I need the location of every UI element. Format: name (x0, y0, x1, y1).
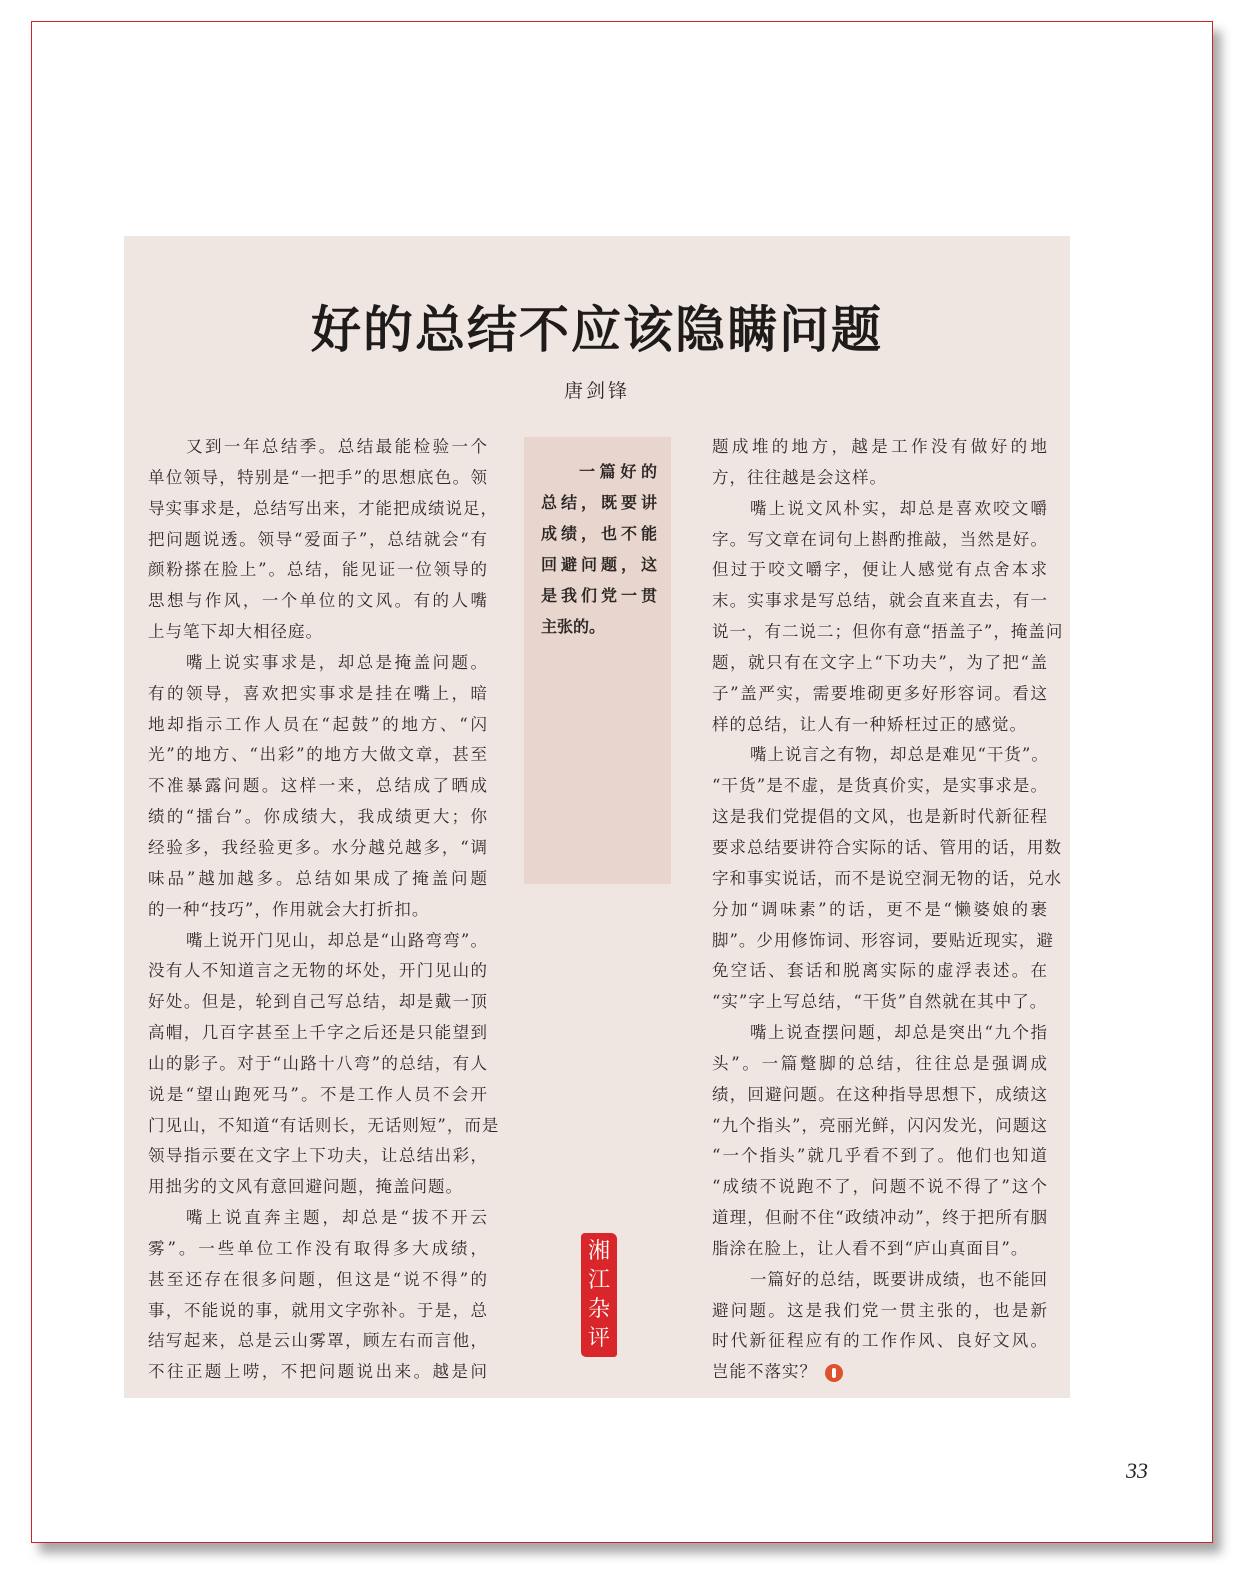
text-line-content: 子”盖严实，需要堆砌更多好形容词。看这 (712, 683, 1048, 703)
text-line (148, 1203, 488, 1234)
text-line-content: 嘴上说查摆问题，却总是突出“九个指 (750, 1023, 1048, 1043)
text-line (712, 1049, 1048, 1080)
text-line-content: 光”的地方、“出彩”的地方大做文章，甚至 (148, 745, 488, 765)
pull-quote-line: 回避问题，这 (541, 555, 657, 574)
text-line-content: 免空话、套话和脱离实际的虚浮表述。在 (712, 961, 1048, 981)
text-line-content: 一篇好的总结，既要讲成绩，也不能回 (750, 1269, 1048, 1289)
text-line (148, 802, 488, 833)
text-line-content: 用拙劣的文风有意回避问题，掩盖问题。 (148, 1177, 463, 1197)
text-line-content: “干货”是不虚，是货真价实，是实事求是。 (712, 776, 1048, 796)
text-line (148, 864, 488, 895)
pull-quote-line: 总结，既要讲 (541, 493, 657, 512)
text-line (148, 1172, 488, 1203)
pull-quote-line: 成绩，也不能 (541, 524, 657, 543)
text-line (712, 1141, 1048, 1172)
text-line (148, 771, 488, 802)
text-line-content: “九个指头”，亮丽光鲜，闪闪发光，问题这 (712, 1115, 1048, 1135)
text-line-content: 字。写文章在词句上斟酌推敲，当然是好。 (712, 529, 1048, 549)
text-line (148, 956, 488, 987)
pull-quote (541, 456, 657, 642)
text-line-content: 要求总结要讲符合实际的话、管用的话，用数 (712, 837, 1062, 857)
text-line (148, 617, 488, 648)
text-line (712, 833, 1062, 864)
text-line (148, 555, 488, 586)
text-line-content: 这是我们党提倡的文风，也是新时代新征程 (712, 807, 1048, 827)
text-line-content: 颜粉搽在脸上”。总结，能见证一位领导的 (148, 560, 488, 580)
text-line (148, 1296, 488, 1327)
page-number: 33 (1126, 1458, 1148, 1483)
text-line (712, 1326, 1048, 1357)
text-line-content: 分加“调味素”的话，更不是“懒婆娘的裹 (712, 899, 1048, 919)
text-line (712, 802, 1048, 833)
text-line (712, 740, 1048, 771)
seal-character: 江 (587, 1267, 610, 1293)
seal-character: 杂 (587, 1296, 610, 1322)
text-line (712, 1080, 1048, 1111)
text-line-content: 好处。但是，轮到自己写总结，却是戴一顶 (148, 992, 488, 1012)
text-line-content: 结写起来，总是云山雾罩，顾左右而言他， (148, 1331, 488, 1351)
text-line (712, 432, 1048, 463)
text-line-content: 甚至还存在很多问题，但这是“说不得”的 (148, 1269, 488, 1289)
text-line (148, 648, 488, 679)
text-line (148, 926, 488, 957)
text-line (712, 926, 1054, 957)
text-line-content: 把问题说透。领导“爱面子”，总结就会“有 (148, 529, 488, 549)
text-line-content: 导实事求是，总结写出来，才能把成绩说足， (148, 498, 498, 518)
text-line-content: 事，不能说的事，就用文字弥补。于是，总 (148, 1300, 488, 1320)
end-mark-icon (825, 1364, 843, 1382)
text-line-content: 说一，有二说二；但你有意“捂盖子”，掩盖问 (712, 622, 1064, 642)
text-line-content: 嘴上说文风朴实，却总是喜欢咬文嚼 (750, 498, 1048, 518)
text-line-content: 门见山，不知道“有话则长，无话则短”，而是 (148, 1115, 500, 1135)
text-line (148, 1326, 488, 1357)
text-line-content: 绩，回避问题。在这种指导思想下，成绩这 (712, 1084, 1048, 1104)
text-line (712, 463, 1048, 494)
text-line-content: 味品”越加越多。总结如果成了掩盖问题 (148, 868, 488, 888)
text-line-content: 思想与作风，一个单位的文风。有的人嘴 (148, 591, 488, 611)
text-line-content: 方，往往越是会这样。 (712, 467, 887, 487)
text-line-content: 但过于咬文嚼字，便让人感觉有点舍本求 (712, 560, 1048, 580)
article-author: 唐剑锋 (563, 380, 630, 402)
text-line (712, 771, 1048, 802)
text-line-content: 嘴上说直奔主题，却总是“拔不开云 (186, 1208, 488, 1228)
text-line-content: 说是“望山跑死马”。不是工作人员不会开 (148, 1084, 488, 1104)
seal-character: 湘 (587, 1238, 610, 1264)
text-line-content: 头”。一篇蹩脚的总结，往往总是强调成 (712, 1053, 1048, 1073)
text-line (148, 987, 488, 1018)
text-line (712, 586, 1048, 617)
text-column-right (712, 432, 1064, 1388)
text-line (148, 1111, 500, 1142)
text-line (712, 987, 1048, 1018)
text-line-content: 字和事实说话，而不是说空洞无物的话，兑水 (712, 868, 1062, 888)
text-line (148, 432, 488, 463)
text-line (148, 525, 488, 556)
seal-character: 评 (587, 1325, 610, 1351)
text-line (148, 1080, 488, 1111)
text-line-content: 又到一年总结季。总结最能检验一个 (186, 437, 488, 456)
text-line (148, 463, 488, 494)
text-line (148, 710, 488, 741)
text-line-content: 高帽，几百字甚至上千字之后还是只能望到 (148, 1023, 488, 1043)
text-line (712, 525, 1048, 556)
text-line (712, 1234, 1048, 1265)
text-line (148, 740, 488, 771)
text-line (148, 494, 498, 525)
text-line-content: 题，就只有在文字上“下功夫”，为了把“盖 (712, 652, 1048, 672)
text-line (712, 1203, 1048, 1234)
text-line-content: 的一种“技巧”，作用就会大打折扣。 (148, 899, 430, 919)
text-line-content: 避问题。这是我们党一贯主张的，也是新 (712, 1300, 1048, 1320)
text-line (148, 1049, 488, 1080)
text-line (148, 679, 488, 710)
text-line-content: 不往正题上唠，不把问题说出来。越是问 (148, 1362, 488, 1382)
text-line (712, 555, 1048, 586)
text-line-content: 脚”。少用修饰词、形容词，要贴近现实，避 (712, 930, 1054, 950)
pull-quote-line: 一篇好的 (579, 462, 657, 481)
text-line (148, 1265, 488, 1296)
text-line (712, 1018, 1048, 1049)
text-line-content: “一个指头”就几乎看不到了。他们也知道 (712, 1146, 1048, 1166)
text-line (148, 586, 488, 617)
text-line-content: 嘴上说言之有物，却总是难见“干货”。 (750, 745, 1049, 765)
text-line-content: 雾”。一些单位工作没有取得多大成绩， (148, 1238, 488, 1258)
text-line (712, 617, 1064, 648)
text-line-content: 时代新征程应有的工作作风、良好文风。 (712, 1331, 1048, 1351)
text-line-content: 脂涂在脸上，让人看不到“庐山真面目”。 (712, 1238, 1029, 1258)
text-column-left (148, 432, 500, 1388)
text-line-content: 单位领导，特别是“一把手”的思想底色。领 (148, 467, 488, 487)
text-line-content: 有的领导，喜欢把实事求是挂在嘴上，暗 (148, 683, 488, 703)
text-line (148, 1141, 488, 1172)
text-line (712, 956, 1048, 987)
text-line-content: 山的影子。对于“山路十八弯”的总结，有人 (148, 1053, 488, 1073)
text-line-content: 样的总结，让人有一种矫枉过正的感觉。 (712, 714, 1027, 734)
text-line-content: 地却指示工作人员在“起鼓”的地方、“闪 (148, 714, 488, 734)
column-seal-stamp (581, 1233, 617, 1357)
text-line (712, 864, 1062, 895)
text-line-content: “实”字上写总结，“干货”自然就在其中了。 (712, 992, 1048, 1012)
text-line-content: 嘴上说开门见山，却总是“山路弯弯”。 (186, 930, 488, 950)
text-line (712, 895, 1048, 926)
text-line (148, 895, 488, 926)
text-line (712, 1357, 1048, 1388)
text-line (712, 494, 1048, 525)
text-line-content: 不准暴露问题。这样一来，总结成了晒成 (148, 776, 488, 796)
text-line-content: 领导指示要在文字上下功夫，让总结出彩， (148, 1146, 488, 1166)
text-line-content: 岂能不落实？ (712, 1362, 817, 1382)
text-line-content: 上与笔下却大相径庭。 (148, 622, 323, 642)
text-line (148, 1234, 488, 1265)
text-line-content: 经验多，我经验更多。水分越兑越多，“调 (148, 837, 488, 857)
text-line (712, 679, 1048, 710)
text-line (712, 1265, 1048, 1296)
text-line-content: 嘴上说实事求是，却总是掩盖问题。 (186, 652, 488, 672)
text-line-content: 末。实事求是写总结，就会直来直去，有一 (712, 591, 1048, 611)
text-line-content: 绩的“擂台”。你成绩大，我成绩更大；你 (148, 807, 488, 827)
text-line (712, 1172, 1048, 1203)
text-line-content: “成绩不说跑不了，问题不说不得了”这个 (712, 1177, 1048, 1197)
text-line-content: 道理，但耐不住“政绩冲动”，终于把所有胭 (712, 1208, 1048, 1228)
pull-quote-line: 是我们党一贯 (541, 586, 657, 605)
text-line-content: 题成堆的地方，越是工作没有做好的地 (712, 437, 1048, 456)
pull-quote-line: 主张的。 (541, 617, 606, 636)
text-line-content: 没有人不知道言之无物的坏处，开门见山的 (148, 961, 488, 981)
text-line (712, 1296, 1048, 1327)
text-line (148, 833, 488, 864)
text-line (148, 1357, 488, 1388)
text-line (712, 1111, 1048, 1142)
article-title: 好的总结不应该隐瞒问题 (311, 300, 883, 359)
text-line (712, 710, 1048, 741)
text-line (148, 1018, 488, 1049)
text-line (712, 648, 1048, 679)
